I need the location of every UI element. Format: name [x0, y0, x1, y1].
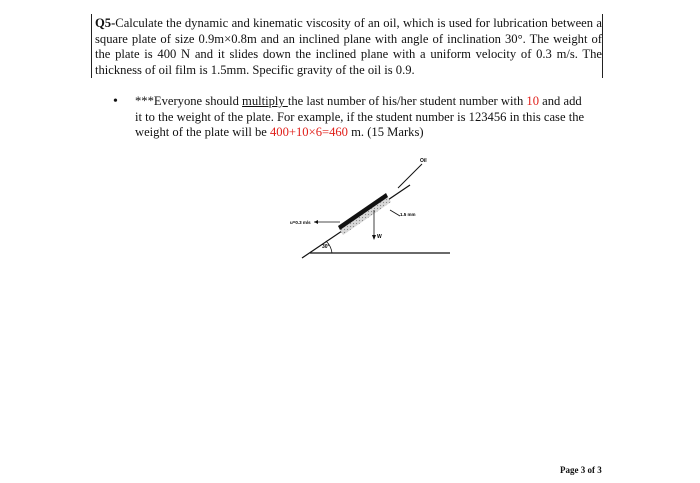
oil-pointer — [398, 164, 422, 188]
page-footer: Page 3 of 3 — [560, 465, 602, 475]
note-text — [135, 94, 591, 141]
note-formula: 400+10×6=460 — [270, 125, 348, 140]
oil-label: Oil — [420, 158, 427, 164]
inclined-plate-diagram — [280, 150, 460, 275]
angle-label: 30° — [322, 244, 330, 250]
question-text: Calculate the dynamic and kinematic viscosity of an oil, which is used for lubrication between a square plate of size 0.9m×0.8m and an inclined plane with angle of inclination 30°. The weight of the plate is 400 N and it slides down the inclined plane with a uniform velocity of 0.3 m/s. The thickness of oil film is 1.5mm. Specific gravity of the oil is 0.9. — [95, 16, 602, 77]
thickness-pointer — [390, 210, 400, 216]
thickness-label: 1.5 mm — [400, 212, 416, 217]
note-middle2: and add it to the weight of the plate. For example, if the student number is 123456 in this case the weight of the plate will be — [135, 94, 585, 140]
weight-arrowhead — [372, 235, 376, 240]
question-box — [91, 14, 603, 78]
note-underlined: multiply — [242, 94, 288, 108]
velocity-arrowhead — [314, 220, 318, 224]
oil-film — [340, 197, 391, 235]
note-middle1: the last number of his/her student number with — [287, 94, 527, 108]
weight-label: W — [377, 234, 382, 240]
velocity-label: u=0.3 m/s — [290, 220, 311, 225]
note-prefix: ***Everyone should — [135, 94, 243, 108]
note-ten: 10 — [526, 94, 540, 108]
question-label: Q5- — [95, 16, 116, 30]
note-suffix: m. (15 Marks) — [347, 125, 424, 140]
plate — [338, 193, 388, 230]
bullet-dot: • — [113, 94, 118, 109]
